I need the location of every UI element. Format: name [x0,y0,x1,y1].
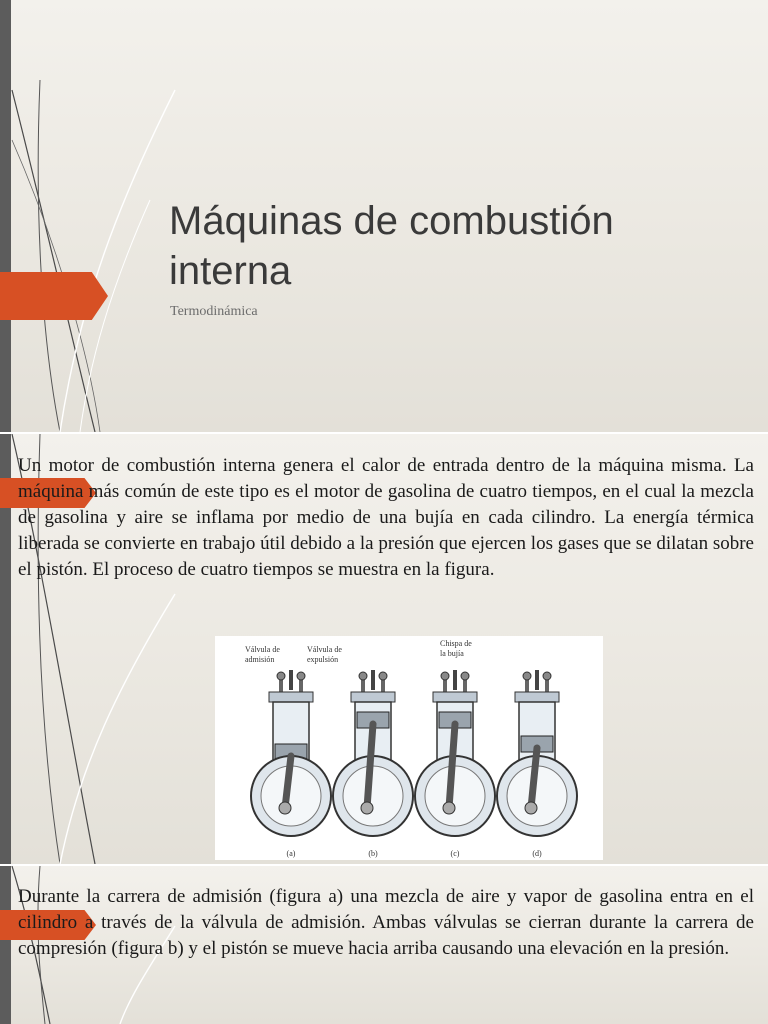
accent-arrow-tab [0,272,108,320]
slide-title: Máquinas de combustión interna [169,199,614,293]
engine-stroke-d [497,670,577,836]
label-intake-line1: Válvula de [245,645,280,654]
caption-b: (b) [368,849,378,858]
label-exhaust-line1: Válvula de [307,645,342,654]
four-stroke-engine-figure [215,636,603,860]
title-slide [0,0,768,432]
engine-stroke-a [251,670,331,836]
label-intake-line2: admisión [245,655,275,664]
engine-stroke-c [415,670,495,836]
content-slide-2 [0,866,768,1024]
body-paragraph: Durante la carrera de admisión (figura a) una mezcla de aire y vapor de gasolina entra en el cilindro a través de la válvula de admisión. Ambas válvulas se cierran durante la carrera de compresión (figura b) y el pistón se mueve hacia arriba causando una elevación en la presión. [18,886,754,959]
content-slide-1 [0,434,768,864]
body-paragraph: Un motor de combustión interna genera el calor de entrada dentro de la máquina misma. La máquina más común de este tipo es el motor de gasolina de cuatro tiempos, en el cual la mezcla de gasolina y aire se inflama por medio de una bujía en cada cilindro. La energía térmica liberada se convierte en trabajo útil debido a la presión que ejercen los gases que se dilatan sobre el pistón. El proceso de cuatro tiempos se muestra en la figura. [18,455,754,580]
caption-d: (d) [532,849,542,858]
engine-stroke-b [333,670,413,836]
label-exhaust-line2: expulsión [307,655,339,664]
label-spark-line2: la bujía [440,649,464,658]
caption-a: (a) [286,849,296,858]
slide-subtitle: Termodinámica [170,304,258,319]
label-spark-line1: Chispa de [440,639,472,648]
caption-c: (c) [450,849,460,858]
